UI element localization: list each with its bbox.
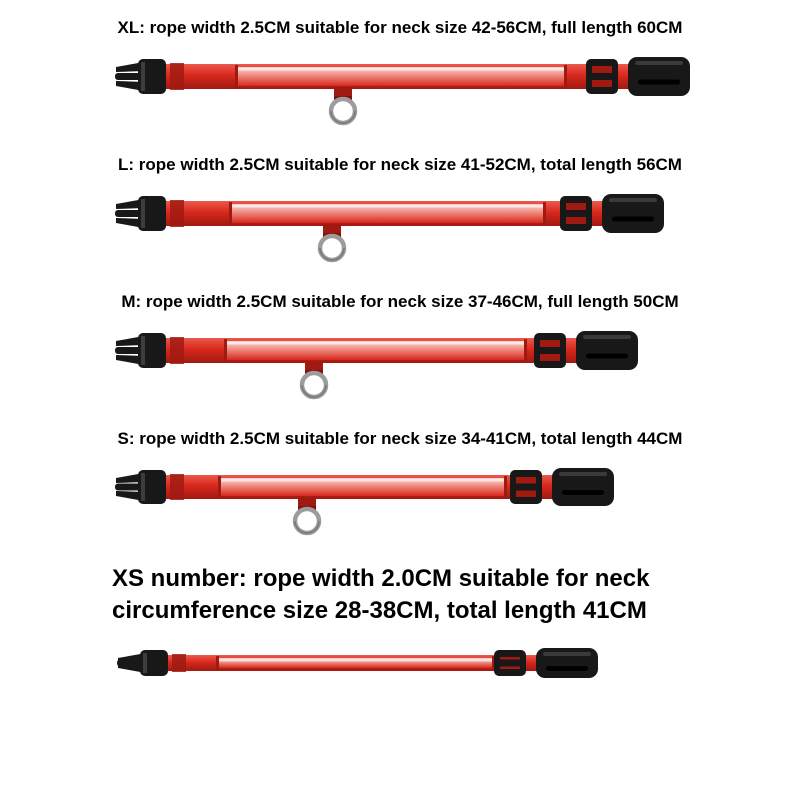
- collar-image-l: [110, 191, 800, 266]
- right-buckle-icon: [628, 57, 690, 96]
- size-label-xs-line-1: XS number: rope width 2.0CM suitable for neck: [112, 565, 650, 592]
- left-buckle-icon: [115, 333, 166, 368]
- led-window: [235, 65, 567, 88]
- led-window: [229, 202, 546, 225]
- d-ring-icon: [331, 87, 355, 123]
- led-window: [224, 339, 527, 362]
- collar-graphic: [110, 54, 692, 129]
- right-buckle-icon: [602, 194, 664, 233]
- strap-fold: [172, 654, 186, 672]
- led-window: [216, 656, 495, 670]
- size-row-m: [0, 290, 800, 403]
- strap-adjuster-icon: [510, 470, 542, 504]
- strap-adjuster-icon: [586, 59, 618, 94]
- collar-image-xl: [110, 54, 800, 129]
- left-buckle-icon: [115, 196, 166, 231]
- size-label-xl: XL: rope width 2.5CM suitable for neck size 42-56CM, full length 60CM: [117, 18, 683, 37]
- strap-adjuster-icon: [494, 650, 526, 676]
- right-buckle-icon: [552, 468, 614, 506]
- right-buckle-icon: [536, 648, 598, 678]
- size-row-l: [0, 153, 800, 266]
- size-label-xs-line-2: circumference size 28-38CM, total length 41CM: [112, 597, 647, 624]
- led-window: [218, 476, 507, 498]
- strap-adjuster-icon: [560, 196, 592, 231]
- collar-image-xs: [112, 645, 800, 681]
- collar-graphic: [110, 328, 640, 403]
- d-ring-icon: [295, 497, 319, 533]
- size-label-m: M: rope width 2.5CM suitable for neck size 37-46CM, full length 50CM: [121, 292, 679, 311]
- size-row-xs: [0, 563, 800, 681]
- collar-graphic: [112, 645, 600, 681]
- strap-fold: [170, 337, 184, 364]
- size-label-xs: [112, 563, 800, 627]
- size-row-s: [0, 427, 800, 539]
- right-buckle-icon: [576, 331, 638, 370]
- size-row-xl: [0, 16, 800, 129]
- collar-graphic: [110, 191, 666, 266]
- strap-fold: [170, 63, 184, 90]
- collar-image-m: [110, 328, 800, 403]
- collar-image-s: [110, 465, 800, 539]
- left-buckle-icon: [117, 650, 168, 676]
- strap-fold: [170, 474, 184, 500]
- left-buckle-icon: [115, 470, 166, 504]
- strap-fold: [170, 200, 184, 227]
- size-label-l: L: rope width 2.5CM suitable for neck size 41-52CM, total length 56CM: [118, 155, 682, 174]
- strap-adjuster-icon: [534, 333, 566, 368]
- size-label-s: S: rope width 2.5CM suitable for neck size 34-41CM, total length 44CM: [117, 429, 683, 448]
- left-buckle-icon: [115, 59, 166, 94]
- collar-graphic: [110, 465, 616, 539]
- d-ring-icon: [320, 224, 344, 260]
- d-ring-icon: [302, 361, 326, 397]
